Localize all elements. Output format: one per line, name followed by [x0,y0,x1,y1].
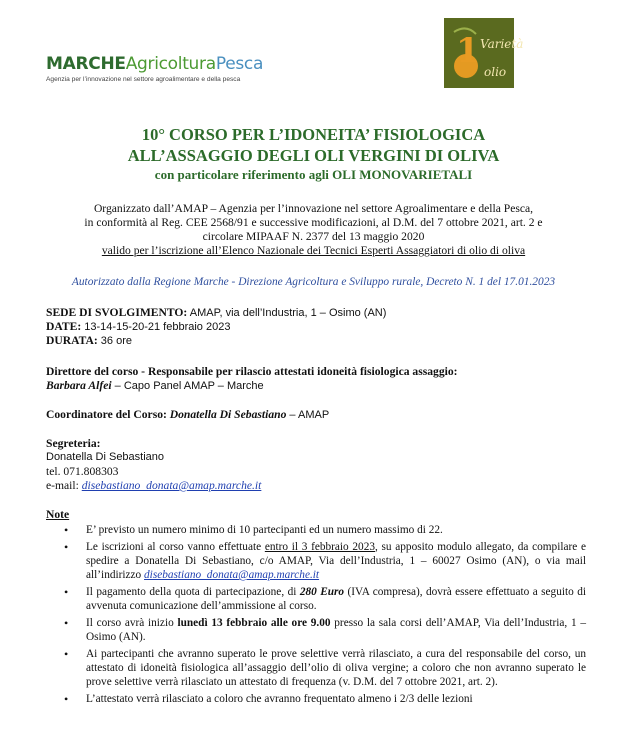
note-text: Le iscrizioni al corso vanno effettuate [86,540,265,553]
note-deadline: entro il 3 febbraio 2023 [264,540,375,553]
direttore-line [46,379,264,392]
marche-agricoltura-pesca-logo [46,56,263,83]
direttore-heading-text: Direttore del corso - Responsabile per rilascio attestati idoneità fisiologica assaggio: [46,365,458,378]
note-item-iscrizioni [86,540,586,583]
segreteria-tel: tel. 071.808303 [46,465,119,478]
logo-text-varieta: Varietà [480,37,524,51]
note-item-min-max [86,523,586,537]
logo-brand-part-pesca: Pesca [215,54,264,74]
logo-numeral: 1 [456,31,480,71]
notes-list [46,523,586,706]
logo-tagline: Agenzia per l’innovazione nel settore agroalimentare e della pesca [46,76,241,83]
note-price: 280 Euro [299,585,345,598]
note-email-link[interactable]: disebastiano_donata@amap.marche.it [144,569,320,582]
durata-line [46,334,132,347]
coordinatore-name: Donatella Di Sebastiano [169,408,287,421]
segreteria-heading-text: Segreteria: [46,437,101,450]
coordinatore-label: Coordinatore del Corso: [46,408,170,421]
note-text: , su apposito modulo allegato, da compilare e spedire a Donatella Di Sebastiano, c/o AMAP, Via dell’Industria, 1 – 60027 Osimo (AN), o via mail all’indirizzo [86,540,586,582]
note-text: Il corso avrà inizio [86,616,178,629]
direttore-heading [46,365,458,378]
logo-text-olio: olio [484,65,507,79]
notes-section [46,508,586,708]
note-item-attestato-frequenza [86,692,586,706]
note-item-pagamento [86,585,586,613]
intro-line4-validity: valido per l’iscrizione all’Elenco Nazionale dei Tecnici Esperti Assaggiatori di olio di oliva [101,244,526,257]
intro-line1: Organizzato dall’AMAP – Agenzia per l’innovazione nel settore Agroalimentare e della Pesca, [93,202,534,215]
segreteria-heading [46,437,101,450]
logo-brand-part-marche: MARCHE [46,54,126,74]
note-text: Il pagamento della quota di partecipazione, di [86,585,300,598]
note-item-attestato-idoneita [86,647,586,690]
note-text: E’ previsto un numero minimo di 10 partecipanti ed un numero massimo di 22. [86,524,443,536]
course-title-line1: 10° CORSO PER L’IDONEITA’ FISIOLOGICA [141,125,486,144]
segreteria-name: Donatella Di Sebastiano [46,451,165,463]
intro-line3: circolare MIPAAF N. 2377 del 13 maggio 2020 [202,230,425,243]
varieta-olio-logo [444,18,524,88]
note-text: presso la sala corsi dell’AMAP, Via dell’Industria, 1 – Osimo (AN). [86,616,586,643]
durata-label: DURATA: [46,334,98,347]
date-label: DATE: [46,320,82,333]
note-item-inizio [86,616,586,644]
notes-heading: Note [46,508,70,521]
varieta-olio-logo-graphic [444,18,524,88]
authorization-statement: Autorizzato dalla Regione Marche - Direzione Agricoltura e Sviluppo rurale, Decreto N. 1 del 17.01.2023 [71,276,556,288]
coordinatore-line [46,408,329,421]
segreteria-email-link[interactable]: disebastiano_donata@amap.marche.it [81,479,262,492]
note-text: L’attestato verrà rilasciato a coloro che avranno frequentato almeno i 2/3 delle lezioni [86,692,473,705]
sede-value: AMAP, via dell’Industria, 1 – Osimo (AN) [187,307,387,319]
date-line [46,320,230,333]
segreteria-email-line [46,479,261,492]
intro-line2: in conformità al Reg. CEE 2568/91 e successive modificazioni, al D.M. del 7 ottobre 2021, art. 2 e [84,216,543,229]
note-text: Ai partecipanti che avranno superato le prove selettive verrà rilasciato, a cura del responsabile del corso, un attestato di idoneità fisiologica all’assaggio dell’olio di oliva vergine; a coloro che non avranno superato le prove selettive verrà rilasciato un attestato di frequenza (v. D.M. del 7 ottobre 2021, art. 2). [86,647,586,689]
durata-value: 36 ore [97,335,132,347]
logo-brand-part-agricoltura: Agricoltura [125,54,216,74]
email-label: e-mail: [46,479,82,492]
logo-brand-text [46,56,263,73]
coordinatore-suffix: – AMAP [286,409,330,421]
course-title-line2: ALL’ASSAGGIO DEGLI OLI VERGINI DI OLIVA [127,146,500,165]
sede-label: SEDE DI SVOLGIMENTO: [46,306,188,319]
course-subtitle: con particolare riferimento agli OLI MONOVARIETALI [154,167,473,182]
sede-line [46,306,386,319]
note-text: (IVA compresa), dovrà essere effettuato a seguito di avvenuta comunicazione dell’ammissione al corso. [86,585,586,613]
date-value: 13-14-15-20-21 febbraio 2023 [81,321,231,333]
note-start-date: lunedì 13 febbraio alle ore 9.00 [177,616,331,629]
direttore-name: Barbara Alfei [46,379,112,392]
direttore-role: – Capo Panel AMAP – Marche [111,380,264,392]
